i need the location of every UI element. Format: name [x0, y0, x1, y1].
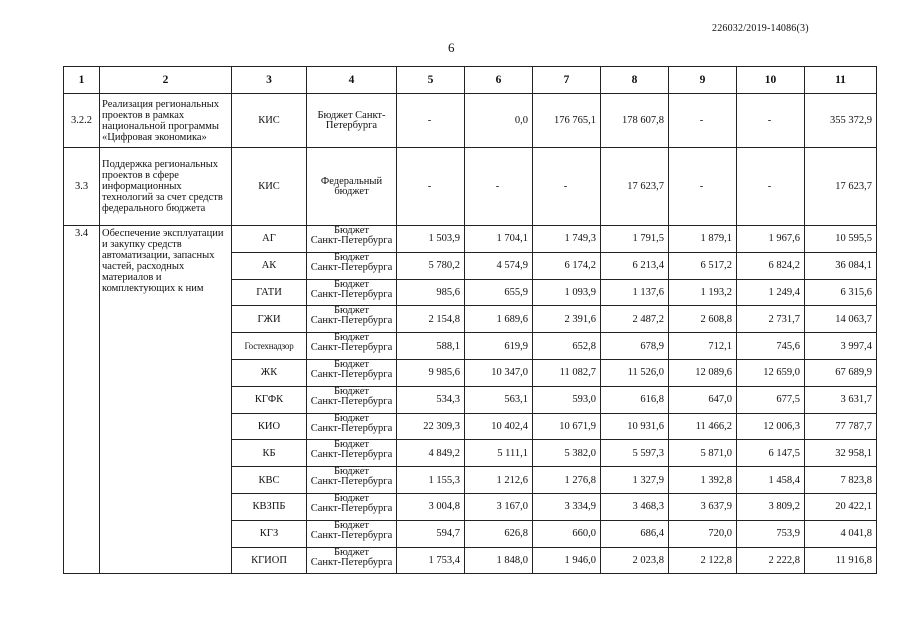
value-cell: 2 122,8	[669, 547, 737, 574]
value-cell: 2 608,8	[669, 306, 737, 333]
value-cell: 1 458,4	[737, 467, 805, 494]
value-cell: 5 871,0	[669, 440, 737, 467]
column-header: 9	[669, 67, 737, 94]
funding-source-line: Бюджет	[333, 519, 370, 531]
value-cell: 1 791,5	[601, 226, 669, 253]
value-cell: 753,9	[737, 520, 805, 547]
value-cell: 12 089,6	[669, 359, 737, 386]
value-cell: 3 809,2	[737, 493, 805, 520]
funding-source-line: Бюджет	[333, 305, 370, 317]
value-cell: 1 946,0	[533, 547, 601, 574]
responsible-org: ГЖИ	[232, 306, 307, 333]
value-cell: 534,3	[397, 386, 465, 413]
value-cell: 67 689,9	[805, 359, 877, 386]
value-cell: 678,9	[601, 333, 669, 360]
value-cell: 1 689,6	[465, 306, 533, 333]
responsible-org: КГФК	[232, 386, 307, 413]
value-cell: 1 879,1	[669, 226, 737, 253]
table-row	[64, 148, 877, 226]
value-cell: 176 765,1	[533, 94, 601, 148]
funding-source-line: Бюджет	[333, 412, 370, 424]
funding-source	[307, 493, 397, 520]
value-cell: 355 372,9	[805, 94, 877, 148]
budget-table	[63, 66, 877, 574]
item-number: 3.2.2	[64, 94, 100, 148]
column-header: 7	[533, 67, 601, 94]
value-cell: -	[397, 148, 465, 226]
responsible-org: КВЗПБ	[232, 493, 307, 520]
responsible-org: Гостехнадзор	[232, 333, 307, 360]
value-cell: -	[737, 148, 805, 226]
value-cell: 2 731,7	[737, 306, 805, 333]
value-cell: 563,1	[465, 386, 533, 413]
value-cell: 647,0	[669, 386, 737, 413]
value-cell: 6 174,2	[533, 252, 601, 279]
value-cell: 1 848,0	[465, 547, 533, 574]
value-cell: 6 213,4	[601, 252, 669, 279]
funding-source	[307, 279, 397, 306]
value-cell: 1 249,4	[737, 279, 805, 306]
value-cell: 11 526,0	[601, 359, 669, 386]
value-cell: 712,1	[669, 333, 737, 360]
value-cell: 1 392,8	[669, 467, 737, 494]
value-cell: -	[397, 94, 465, 148]
value-cell: 11 082,7	[533, 359, 601, 386]
value-cell: 588,1	[397, 333, 465, 360]
table-row	[64, 94, 877, 148]
value-cell: 985,6	[397, 279, 465, 306]
column-header: 5	[397, 67, 465, 94]
item-description: Реализация региональных проектов в рамках национальной программы «Цифровая экономика»	[100, 94, 232, 148]
funding-source-line: Бюджет	[333, 251, 370, 263]
item-number: 3.4	[64, 226, 100, 574]
value-cell: 1 704,1	[465, 226, 533, 253]
table-header-row	[64, 67, 877, 94]
responsible-org: КГИОП	[232, 547, 307, 574]
value-cell: 626,8	[465, 520, 533, 547]
value-cell: 1 749,3	[533, 226, 601, 253]
column-header: 3	[232, 67, 307, 94]
value-cell: 6 147,5	[737, 440, 805, 467]
value-cell: 3 004,8	[397, 493, 465, 520]
document-registration-number: 226032/2019-14086(3)	[712, 23, 809, 34]
value-cell: 5 111,1	[465, 440, 533, 467]
value-cell: -	[737, 94, 805, 148]
funding-source-line: Санкт-Петербурга	[310, 449, 393, 461]
value-cell: 619,9	[465, 333, 533, 360]
value-cell: 20 422,1	[805, 493, 877, 520]
value-cell: 655,9	[465, 279, 533, 306]
value-cell: 11 916,8	[805, 547, 877, 574]
value-cell: 1 137,6	[601, 279, 669, 306]
item-description: Поддержка региональных проектов в сфере информационных технологий за счет средств федерального бюджета	[100, 148, 232, 226]
funding-source: Бюджет Санкт-Петербурга	[307, 94, 397, 148]
funding-source	[307, 226, 397, 253]
responsible-org: КИС	[232, 94, 307, 148]
responsible-org: ЖК	[232, 359, 307, 386]
funding-source-line: Санкт-Петербурга	[310, 529, 393, 541]
value-cell: 6 517,2	[669, 252, 737, 279]
funding-source-line: Бюджет	[333, 546, 370, 558]
funding-source-line: Санкт-Петербурга	[310, 556, 393, 568]
funding-source	[307, 333, 397, 360]
value-cell: 12 006,3	[737, 413, 805, 440]
value-cell: 2 154,8	[397, 306, 465, 333]
funding-source-line: Санкт-Петербурга	[310, 261, 393, 273]
column-header: 4	[307, 67, 397, 94]
funding-source-line: Бюджет	[333, 385, 370, 397]
funding-source-line: Бюджет	[333, 439, 370, 451]
funding-source-line: Санкт-Петербурга	[310, 235, 393, 246]
funding-source	[307, 359, 397, 386]
value-cell: 17 623,7	[601, 148, 669, 226]
value-cell: 36 084,1	[805, 252, 877, 279]
value-cell: 1 327,9	[601, 467, 669, 494]
value-cell: 2 487,2	[601, 306, 669, 333]
value-cell: 686,4	[601, 520, 669, 547]
table-row	[64, 226, 877, 253]
funding-source	[307, 306, 397, 333]
value-cell: 652,8	[533, 333, 601, 360]
funding-source	[307, 467, 397, 494]
value-cell: 11 466,2	[669, 413, 737, 440]
value-cell: 6 315,6	[805, 279, 877, 306]
value-cell: 4 574,9	[465, 252, 533, 279]
value-cell: 2 222,8	[737, 547, 805, 574]
value-cell: 660,0	[533, 520, 601, 547]
funding-source-line: Санкт-Петербурга	[310, 288, 393, 300]
value-cell: 5 780,2	[397, 252, 465, 279]
responsible-org: АГ	[232, 226, 307, 253]
value-cell: 22 309,3	[397, 413, 465, 440]
responsible-org: АК	[232, 252, 307, 279]
value-cell: 1 503,9	[397, 226, 465, 253]
value-cell: 616,8	[601, 386, 669, 413]
funding-source-line: Бюджет	[333, 492, 370, 504]
value-cell: 745,6	[737, 333, 805, 360]
value-cell: 594,7	[397, 520, 465, 547]
funding-source	[307, 386, 397, 413]
value-cell: -	[669, 148, 737, 226]
value-cell: 9 985,6	[397, 359, 465, 386]
funding-source	[307, 413, 397, 440]
value-cell: 10 402,4	[465, 413, 533, 440]
item-number: 3.3	[64, 148, 100, 226]
value-cell: 1 212,6	[465, 467, 533, 494]
value-cell: 10 347,0	[465, 359, 533, 386]
page-number: 6	[448, 40, 455, 55]
funding-source-line: Санкт-Петербурга	[310, 502, 393, 514]
value-cell: 0,0	[465, 94, 533, 148]
value-cell: 6 824,2	[737, 252, 805, 279]
funding-source-line: Санкт-Петербурга	[310, 342, 393, 354]
value-cell: -	[669, 94, 737, 148]
value-cell: 1 967,6	[737, 226, 805, 253]
column-header: 10	[737, 67, 805, 94]
value-cell: 5 382,0	[533, 440, 601, 467]
value-cell: 178 607,8	[601, 94, 669, 148]
funding-source-line: Санкт-Петербурга	[310, 476, 393, 488]
value-cell: 4 849,2	[397, 440, 465, 467]
funding-source	[307, 520, 397, 547]
column-header: 6	[465, 67, 533, 94]
value-cell: 7 823,8	[805, 467, 877, 494]
value-cell: 10 931,6	[601, 413, 669, 440]
value-cell: 14 063,7	[805, 306, 877, 333]
value-cell: 1 193,2	[669, 279, 737, 306]
responsible-org: КИО	[232, 413, 307, 440]
value-cell: 1 276,8	[533, 467, 601, 494]
value-cell: 1 753,4	[397, 547, 465, 574]
value-cell: 1 093,9	[533, 279, 601, 306]
value-cell: 3 334,9	[533, 493, 601, 520]
value-cell: 3 637,9	[669, 493, 737, 520]
funding-source-line: Бюджет	[333, 225, 370, 236]
item-description: Обеспечение эксплуатации и закупку средств автоматизации, запасных частей, расходных материалов и комплектующих к ним	[100, 226, 232, 574]
responsible-org: КВС	[232, 467, 307, 494]
value-cell: 2 391,6	[533, 306, 601, 333]
funding-source	[307, 440, 397, 467]
funding-source	[307, 252, 397, 279]
value-cell: 10 671,9	[533, 413, 601, 440]
value-cell: 10 595,5	[805, 226, 877, 253]
value-cell: 720,0	[669, 520, 737, 547]
value-cell: 32 958,1	[805, 440, 877, 467]
funding-source-line: Санкт-Петербурга	[310, 368, 393, 380]
responsible-org: КГЗ	[232, 520, 307, 547]
funding-source-line: Бюджет	[333, 332, 370, 344]
responsible-org: КБ	[232, 440, 307, 467]
responsible-org: КИС	[232, 148, 307, 226]
value-cell: 3 631,7	[805, 386, 877, 413]
funding-source: Федеральный бюджет	[307, 148, 397, 226]
value-cell: 3 997,4	[805, 333, 877, 360]
value-cell: 12 659,0	[737, 359, 805, 386]
column-header: 8	[601, 67, 669, 94]
responsible-org: ГАТИ	[232, 279, 307, 306]
value-cell: 677,5	[737, 386, 805, 413]
funding-source-line: Санкт-Петербурга	[310, 315, 393, 327]
funding-source-line: Санкт-Петербурга	[310, 422, 393, 434]
funding-source-line: Бюджет	[333, 278, 370, 290]
value-cell: 3 167,0	[465, 493, 533, 520]
value-cell: 4 041,8	[805, 520, 877, 547]
value-cell: -	[465, 148, 533, 226]
column-header: 1	[64, 67, 100, 94]
column-header: 2	[100, 67, 232, 94]
value-cell: 2 023,8	[601, 547, 669, 574]
column-header: 11	[805, 67, 877, 94]
value-cell: -	[533, 148, 601, 226]
funding-source-line: Бюджет	[333, 358, 370, 370]
funding-source-line: Бюджет	[333, 466, 370, 478]
value-cell: 593,0	[533, 386, 601, 413]
value-cell: 1 155,3	[397, 467, 465, 494]
value-cell: 77 787,7	[805, 413, 877, 440]
value-cell: 3 468,3	[601, 493, 669, 520]
value-cell: 5 597,3	[601, 440, 669, 467]
funding-source	[307, 547, 397, 574]
funding-source-line: Санкт-Петербурга	[310, 395, 393, 407]
value-cell: 17 623,7	[805, 148, 877, 226]
